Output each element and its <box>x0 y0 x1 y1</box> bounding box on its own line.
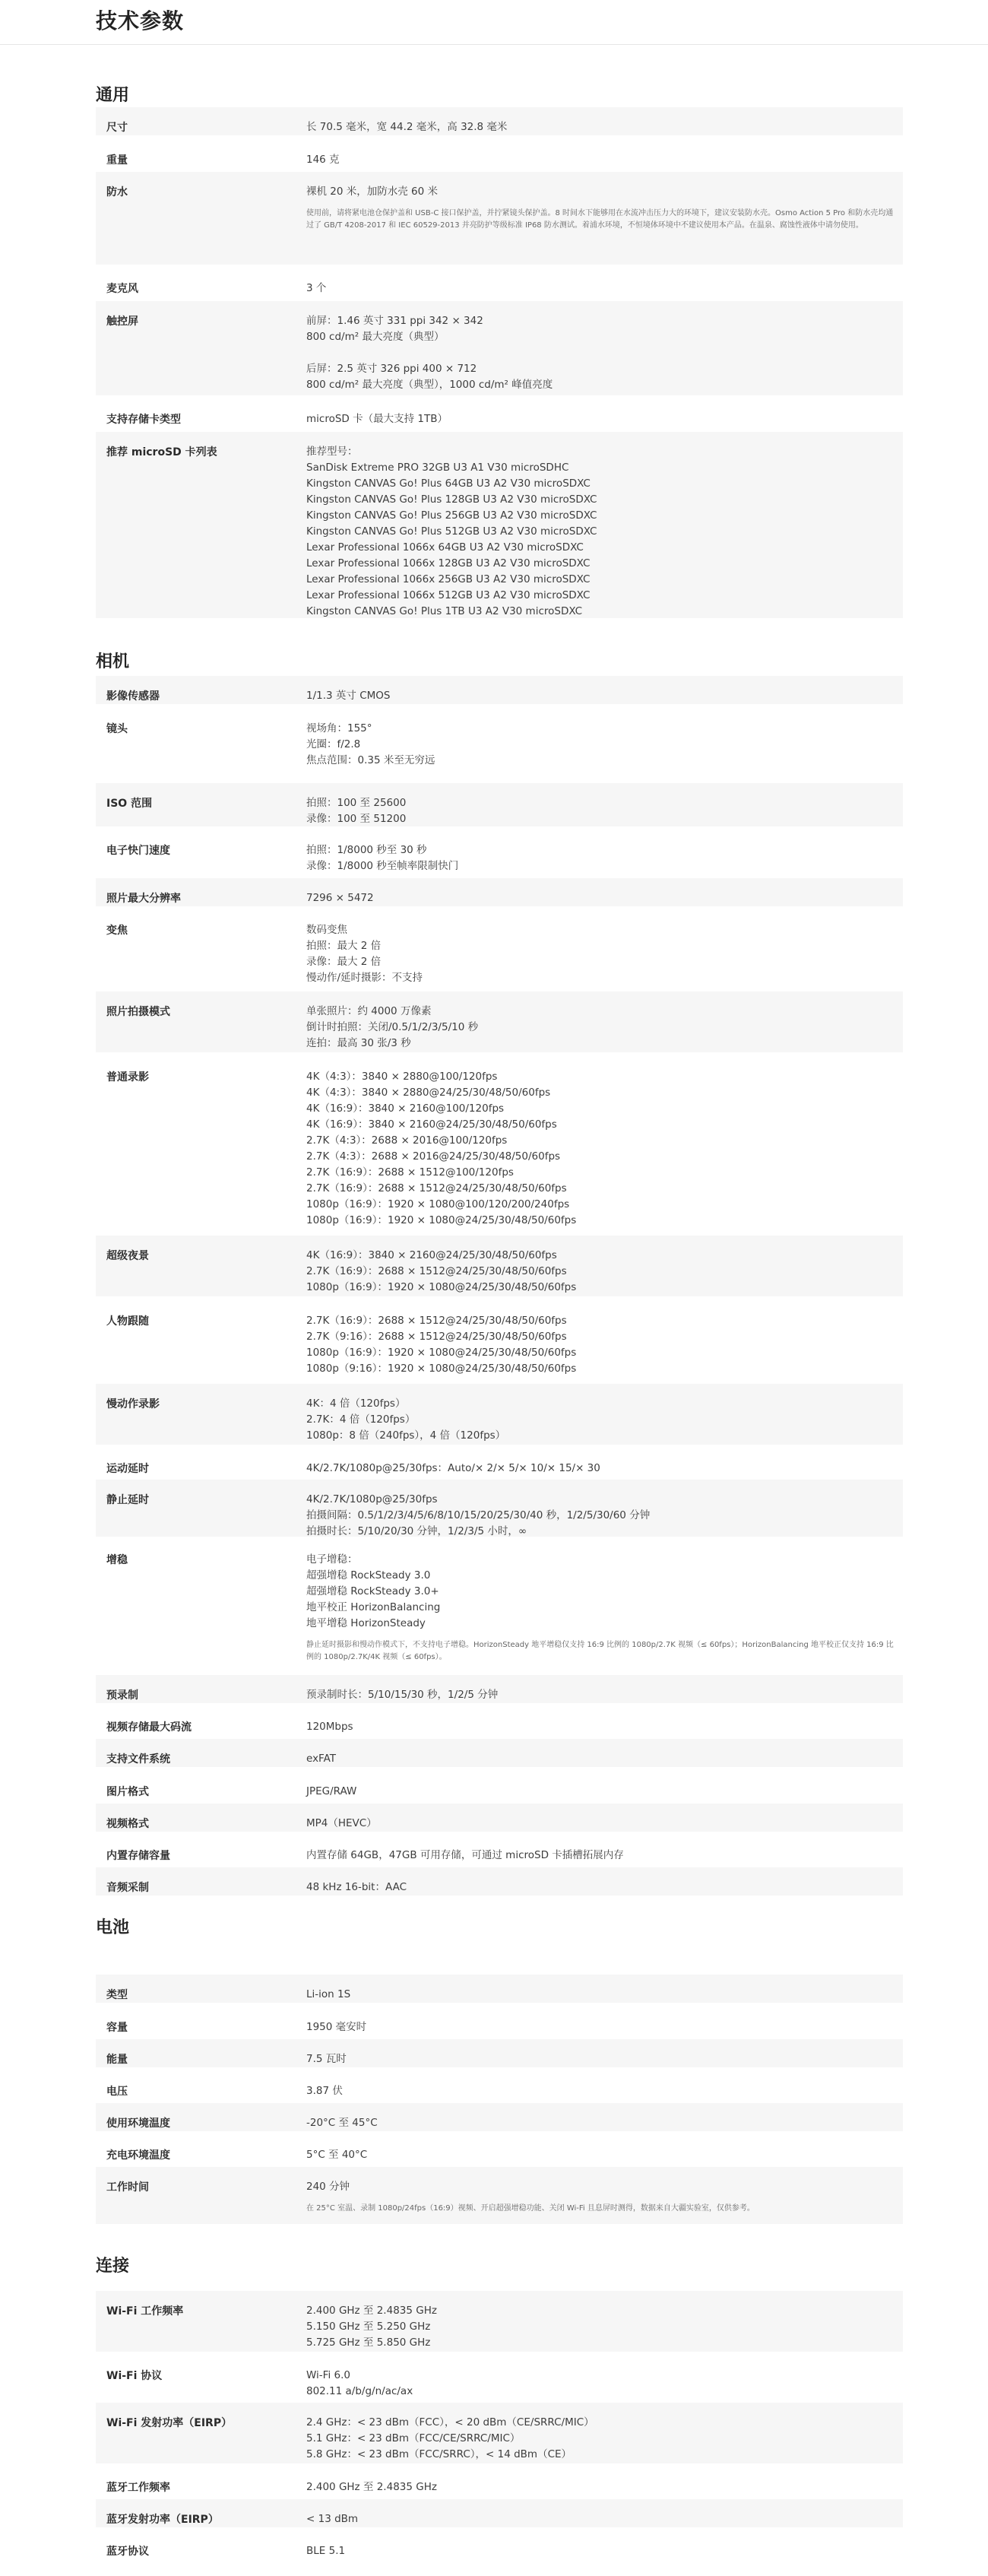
spec-value-line: 5.150 GHz 至 5.250 GHz <box>306 2321 431 2333</box>
spec-values <box>306 1069 895 1229</box>
spec-value-line: 数码变焦 <box>306 924 347 936</box>
spec-value-line: -20°C 至 45°C <box>306 2117 378 2129</box>
section-title: 通用 <box>96 86 130 105</box>
spec-label: 照片拍摄模式 <box>106 1006 170 1018</box>
spec-value-line: 2.7K（9:16）：2688 × 1512@24/25/30/48/50/60fps <box>306 1331 567 1343</box>
spec-label: 变焦 <box>106 925 128 937</box>
spec-row <box>96 1301 903 1377</box>
spec-value-line: 拍摄时长：5/10/20/30 分钟，1/2/3/5 小时，∞ <box>306 1525 527 1537</box>
spec-value-line: 倒计时拍照：关闭/0.5/1/2/3/5/10 秒 <box>306 1021 479 1033</box>
spec-label: 蓝牙工作频率 <box>106 2482 170 2494</box>
spec-values <box>306 2147 895 2163</box>
spec-value-line: Kingston CANVAS Go! Plus 256GB U3 A2 V30 microSDXC <box>306 509 597 522</box>
spec-value-line: 地平增稳 HorizonSteady <box>306 1617 426 1629</box>
section-title: 连接 <box>96 2257 130 2276</box>
spec-row <box>96 1480 903 1537</box>
spec-row <box>96 2499 903 2527</box>
spec-value-line: 1/1.3 英寸 CMOS <box>306 690 391 702</box>
spec-value-line: 5°C 至 40°C <box>306 2149 368 2161</box>
spec-value-line: 拍摄间隔：0.5/1/2/3/4/5/6/8/10/15/20/25/30/40 秒，1/2/5/30/60 分钟 <box>306 1509 651 1521</box>
spec-value-line: 146 克 <box>306 154 340 166</box>
spec-values <box>306 1004 895 1052</box>
spec-row <box>96 2007 903 2035</box>
page-title: 技术参数 <box>96 8 185 33</box>
spec-value-line: 2.7K（16:9）：2688 × 1512@24/25/30/48/50/60fps <box>306 1182 567 1194</box>
spec-label: 图片格式 <box>106 1786 149 1798</box>
spec-value-line: 拍照：100 至 25600 <box>306 797 407 809</box>
spec-value-line: 4K：4 倍（120fps） <box>306 1397 406 1410</box>
spec-row <box>96 2103 903 2131</box>
spec-values <box>306 2511 895 2527</box>
spec-label: ISO 范围 <box>106 798 153 810</box>
spec-values <box>306 1492 895 1540</box>
section-title: 相机 <box>96 652 130 671</box>
spec-values <box>306 1816 895 1832</box>
spec-value-line: 1080p（16:9）：1920 × 1080@24/25/30/48/50/60fps <box>306 1214 577 1226</box>
spec-label: 容量 <box>106 2022 128 2034</box>
spec-row <box>96 399 903 427</box>
spec-values <box>306 152 895 168</box>
spec-value-line: 4K（16:9）：3840 × 2160@100/120fps <box>306 1102 505 1115</box>
spec-label: 慢动作录影 <box>106 1398 160 1410</box>
spec-label: 能量 <box>106 2054 128 2066</box>
spec-value-line: 录像：最大 2 倍 <box>306 956 382 968</box>
spec-value-line: 连拍：最高 30 张/3 秒 <box>306 1037 411 1049</box>
spec-value-line: 裸机 20 米，加防水壳 60 米 <box>306 186 439 198</box>
spec-value-line: 录像：100 至 51200 <box>306 813 407 825</box>
spec-value-line: Lexar Professional 1066x 512GB U3 A2 V30 microSDXC <box>306 589 591 601</box>
spec-value-line: 240 分钟 <box>306 2181 350 2193</box>
spec-value-line: 焦点范围：0.35 米至无穷远 <box>306 754 435 766</box>
spec-label: 镜头 <box>106 723 128 735</box>
spec-values <box>306 184 895 232</box>
spec-value-line: 拍照：1/8000 秒至 30 秒 <box>306 844 427 856</box>
spec-values <box>306 2083 895 2099</box>
spec-values <box>306 2115 895 2131</box>
spec-value-line: 1950 毫安时 <box>306 2021 367 2033</box>
spec-row <box>96 2291 903 2352</box>
spec-value-line: BLE 5.1 <box>306 2545 346 2557</box>
spec-value-line: 电子增稳： <box>306 1553 358 1566</box>
section-title: 电池 <box>96 1918 130 1937</box>
spec-value-line: Lexar Professional 1066x 256GB U3 A2 V30 microSDXC <box>306 573 591 585</box>
spec-row <box>96 2467 903 2495</box>
spec-label: 类型 <box>106 1989 128 2001</box>
spec-row <box>96 1540 903 1670</box>
spec-value-line: Kingston CANVAS Go! Plus 1TB U3 A2 V30 microSDXC <box>306 605 583 617</box>
spec-row <box>96 1867 903 1896</box>
spec-row <box>96 268 903 297</box>
spec-value-line: 7.5 瓦时 <box>306 2053 347 2065</box>
spec-label: 照片最大分辨率 <box>106 893 181 905</box>
spec-label: 电压 <box>106 2086 128 2098</box>
spec-values <box>306 1552 895 1664</box>
spec-row <box>96 2071 903 2099</box>
title-divider <box>0 44 988 45</box>
spec-values <box>306 2019 895 2035</box>
spec-value-line: 4K（16:9）：3840 × 2160@24/25/30/48/50/60fps <box>306 1249 557 1261</box>
spec-values <box>306 2368 895 2400</box>
spec-value-line: Lexar Professional 1066x 128GB U3 A2 V30 microSDXC <box>306 557 591 569</box>
spec-value-line: 2.4 GHz：< 23 dBm（FCC），< 20 dBm（CE/SRRC/MIC） <box>306 2416 594 2428</box>
spec-row <box>96 2531 903 2559</box>
spec-row <box>96 676 903 704</box>
spec-label: 影像传感器 <box>106 690 160 703</box>
spec-label: 重量 <box>106 154 128 167</box>
spec-row <box>96 1772 903 1800</box>
spec-values <box>306 1687 895 1703</box>
spec-row <box>96 140 903 168</box>
spec-value-line: 1080p（16:9）：1920 × 1080@24/25/30/48/50/60fps <box>306 1347 577 1359</box>
spec-label: 普通录影 <box>106 1071 149 1083</box>
spacer <box>306 345 895 361</box>
spec-values <box>306 2051 895 2067</box>
spec-row <box>96 2039 903 2067</box>
spec-label: 麦克风 <box>106 283 138 295</box>
spec-value-line: 内置存储 64GB，47GB 可用存储，可通过 microSD 卡插槽拓展内存 <box>306 1849 624 1861</box>
spec-value-line: 120Mbps <box>306 1721 353 1733</box>
spec-values <box>306 2415 895 2463</box>
spec-label: 支持存储卡类型 <box>106 414 181 426</box>
spec-label: 音频采制 <box>106 1882 149 1894</box>
spec-value-line: 802.11 a/b/g/n/ac/ax <box>306 2385 413 2397</box>
spec-value-line: 拍照：最大 2 倍 <box>306 940 382 952</box>
spec-value-line: 后屏：2.5 英寸 326 ppi 400 × 712 <box>306 363 477 375</box>
spec-value-line: 48 kHz 16-bit：AAC <box>306 1881 407 1893</box>
spec-value-line: 慢动作/延时摄影：不支持 <box>306 972 423 984</box>
spec-row <box>96 432 903 618</box>
spec-row <box>96 2135 903 2163</box>
spec-values <box>306 313 895 393</box>
spec-label: 推荐 microSD 卡列表 <box>106 446 217 458</box>
spec-value-line: Kingston CANVAS Go! Plus 64GB U3 A2 V30 microSDXC <box>306 477 591 490</box>
spec-value-line: 3 个 <box>306 282 327 294</box>
spec-value-line: 预录制时长：5/10/15/30 秒，1/2/5 分钟 <box>306 1689 499 1701</box>
spec-row <box>96 2356 903 2399</box>
spec-value-line: 推荐型号： <box>306 446 358 458</box>
spec-values <box>306 2479 895 2495</box>
spec-footnote: 使用前，请将紧电池仓保护盖和 USB-C 接口保护盖，并拧紧镜头保护盖。8 时间水下能够用在水流冲击压力大的环境下，建议安装防水壳。Osmo Action 5 Pro 和防水壳均通过了 GB/T 4208-2017 和 IEC 60529-2013 并亮防护等级标准 IP68 防水测试。着浦水环境，不恒境体环境中不建议使用本产品。在温泉、腐蚀性液体中请勿使用。 <box>306 209 894 230</box>
spec-value-line: 录像：1/8000 秒至帧率限制快门 <box>306 860 459 872</box>
spec-row <box>96 2167 903 2224</box>
spec-value-line: 单张照片：约 4000 万像素 <box>306 1005 432 1017</box>
spec-values <box>306 721 895 769</box>
spec-value-line: 超强增稳 RockSteady 3.0 <box>306 1569 431 1581</box>
spec-value-line: 2.400 GHz 至 2.4835 GHz <box>306 2481 437 2493</box>
spec-values <box>306 1313 895 1377</box>
spec-values <box>306 281 895 297</box>
spec-value-line: 4K（4:3）：3840 × 2880@100/120fps <box>306 1071 498 1083</box>
spec-value-line: 800 cd/m² 最大亮度（典型） <box>306 331 445 343</box>
spec-label: 防水 <box>106 186 128 198</box>
spec-value-line: 超强增稳 RockSteady 3.0+ <box>306 1585 439 1597</box>
spec-label: 尺寸 <box>106 122 128 134</box>
spec-row <box>96 1835 903 1864</box>
spec-row <box>96 107 903 135</box>
spec-label: 工作时间 <box>106 2181 149 2194</box>
spec-value-line: JPEG/RAW <box>306 1785 357 1797</box>
spec-value-line: Li-ion 1S <box>306 1988 351 2000</box>
spec-value-line: 5.1 GHz：< 23 dBm（FCC/CE/SRRC/MIC） <box>306 2432 521 2444</box>
spec-row <box>96 1384 903 1445</box>
spec-row <box>96 1975 903 2003</box>
spec-values <box>306 688 895 704</box>
spec-row <box>96 301 903 395</box>
spec-label: 触控屏 <box>106 316 138 328</box>
spec-row <box>96 1804 903 1832</box>
spec-value-line: Kingston CANVAS Go! Plus 512GB U3 A2 V30 microSDXC <box>306 525 597 538</box>
spec-value-line: SanDisk Extreme PRO 32GB U3 A1 V30 microSDHC <box>306 462 569 474</box>
spec-value-line: Lexar Professional 1066x 64GB U3 A2 V30 microSDXC <box>306 541 584 554</box>
spec-values <box>306 1719 895 1735</box>
spec-value-line: exFAT <box>306 1753 337 1765</box>
spec-values <box>306 1461 895 1477</box>
spec-value-line: 1080p（9:16）：1920 × 1080@24/25/30/48/50/60fps <box>306 1363 577 1375</box>
spec-value-line: MP4（HEVC） <box>306 1817 377 1829</box>
spec-row <box>96 991 903 1052</box>
spec-label: 静止延时 <box>106 1494 149 1506</box>
spec-value-line: 长 70.5 毫米，宽 44.2 毫米，高 32.8 毫米 <box>306 121 508 133</box>
spec-value-line: 2.7K：4 倍（120fps） <box>306 1413 416 1426</box>
spec-label: 预录制 <box>106 1689 138 1702</box>
spec-value-line: 地平校正 HorizonBalancing <box>306 1601 441 1613</box>
spec-values <box>306 795 895 827</box>
spec-value-line: Wi-Fi 6.0 <box>306 2369 350 2381</box>
spec-value-line: 3.87 伏 <box>306 2085 343 2097</box>
spec-row <box>96 1707 903 1735</box>
spec-value-line: 4K（16:9）：3840 × 2160@24/25/30/48/50/60fps <box>306 1118 557 1131</box>
spec-label: 充电环境温度 <box>106 2149 170 2162</box>
spec-label: 增稳 <box>106 1554 128 1566</box>
spec-values <box>306 890 895 906</box>
spec-value-line: 2.7K（16:9）：2688 × 1512@24/25/30/48/50/60fps <box>306 1265 567 1277</box>
spec-label: Wi-Fi 协议 <box>106 2370 163 2382</box>
spec-value-line: < 13 dBm <box>306 2513 359 2525</box>
spec-value-line: 5.725 GHz 至 5.850 GHz <box>306 2336 431 2349</box>
spec-label: 蓝牙发射功率（EIRP） <box>106 2514 219 2526</box>
spec-values <box>306 411 895 427</box>
spec-value-line: microSD 卡（最大支持 1TB） <box>306 413 448 425</box>
spec-row <box>96 1057 903 1232</box>
spec-label: 使用环境温度 <box>106 2118 170 2130</box>
spec-label: Wi-Fi 工作频率 <box>106 2305 184 2317</box>
spec-label: 电子快门速度 <box>106 845 170 857</box>
spec-row <box>96 910 903 986</box>
spec-label: 支持文件系统 <box>106 1753 170 1765</box>
spec-value-line: 2.7K（4:3）：2688 × 2016@100/120fps <box>306 1134 508 1147</box>
spec-value-line: 4K/2.7K/1080p@25/30fps <box>306 1493 438 1505</box>
spec-footnote: 静止延时摄影和慢动作模式下，不支持电子增稳。HorizonSteady 地平增稳仅支持 16:9 比例的 1080p/2.7K 视频（≤ 60fps）；HorizonBalancing 地平校正仅支持 16:9 比例的 1080p/2.7K/4K 视频（≤ 60fps）。 <box>306 1641 894 1661</box>
spec-value-line: 2.400 GHz 至 2.4835 GHz <box>306 2305 437 2317</box>
spec-row <box>96 830 903 874</box>
spec-label: 运动延时 <box>106 1463 149 1475</box>
spec-row <box>96 709 903 779</box>
spec-values <box>306 1751 895 1767</box>
spec-value-line: 视场角：155° <box>306 722 372 734</box>
spec-row <box>96 1739 903 1767</box>
spec-label: 视频存储最大码流 <box>106 1721 192 1734</box>
spec-values <box>306 119 895 135</box>
spec-row <box>96 172 903 265</box>
spec-values <box>306 1987 895 2003</box>
spec-footnote: 在 25°C 室温、录制 1080p/24fps（16:9）视频、开启超强增稳功能、关闭 Wi-Fi 且息屏时测得，数据来自大疆实验室，仅供参考。 <box>306 2204 755 2213</box>
spec-values <box>306 1396 895 1444</box>
spec-values <box>306 2543 895 2559</box>
spec-value-line: 2.7K（16:9）：2688 × 1512@24/25/30/48/50/60fps <box>306 1315 567 1327</box>
spec-value-line: 1080p（16:9）：1920 × 1080@100/120/200/240fps <box>306 1198 570 1210</box>
spec-values <box>306 1848 895 1864</box>
spec-row <box>96 2403 903 2463</box>
spec-values <box>306 1880 895 1896</box>
spec-values <box>306 2179 895 2215</box>
spec-values <box>306 444 895 620</box>
spec-values <box>306 842 895 874</box>
spec-value-line: 5.8 GHz：< 23 dBm（FCC/SRRC），< 14 dBm（CE） <box>306 2448 572 2460</box>
spec-label: 内置存储容量 <box>106 1850 170 1862</box>
spec-label: 超级夜景 <box>106 1250 149 1262</box>
spec-value-line: 800 cd/m² 最大亮度（典型），1000 cd/m² 峰值亮度 <box>306 379 553 391</box>
spec-value-line: Kingston CANVAS Go! Plus 128GB U3 A2 V30 microSDXC <box>306 493 597 506</box>
spec-row <box>96 1448 903 1477</box>
spec-value-line: 4K/2.7K/1080p@25/30fps：Auto/× 2/× 5/× 10/× 15/× 30 <box>306 1462 600 1474</box>
spec-value-line: 1080p：8 倍（240fps），4 倍（120fps） <box>306 1429 506 1442</box>
spec-label: 蓝牙协议 <box>106 2546 149 2558</box>
spec-value-line: 1080p（16:9）：1920 × 1080@24/25/30/48/50/60fps <box>306 1281 577 1293</box>
spec-values <box>306 2303 895 2351</box>
spec-row <box>96 1675 903 1703</box>
spec-row <box>96 783 903 826</box>
spec-label: 视频格式 <box>106 1818 149 1830</box>
spec-label: Wi-Fi 发射功率（EIRP） <box>106 2417 233 2429</box>
spec-value-line: 4K（4:3）：3840 × 2880@24/25/30/48/50/60fps <box>306 1087 551 1099</box>
spec-value-line: 2.7K（4:3）：2688 × 2016@24/25/30/48/50/60fps <box>306 1150 561 1163</box>
spec-row <box>96 1236 903 1296</box>
spec-value-line: 7296 × 5472 <box>306 892 374 904</box>
spec-values <box>306 922 895 986</box>
spec-value-line: 前屏：1.46 英寸 331 ppi 342 × 342 <box>306 315 483 327</box>
spec-value-line: 2.7K（16:9）：2688 × 1512@100/120fps <box>306 1166 514 1179</box>
spec-value-line: 光圈：f/2.8 <box>306 738 361 750</box>
spec-values <box>306 1784 895 1800</box>
spec-values <box>306 1248 895 1296</box>
spec-label: 人物跟随 <box>106 1315 149 1328</box>
spec-row <box>96 878 903 906</box>
